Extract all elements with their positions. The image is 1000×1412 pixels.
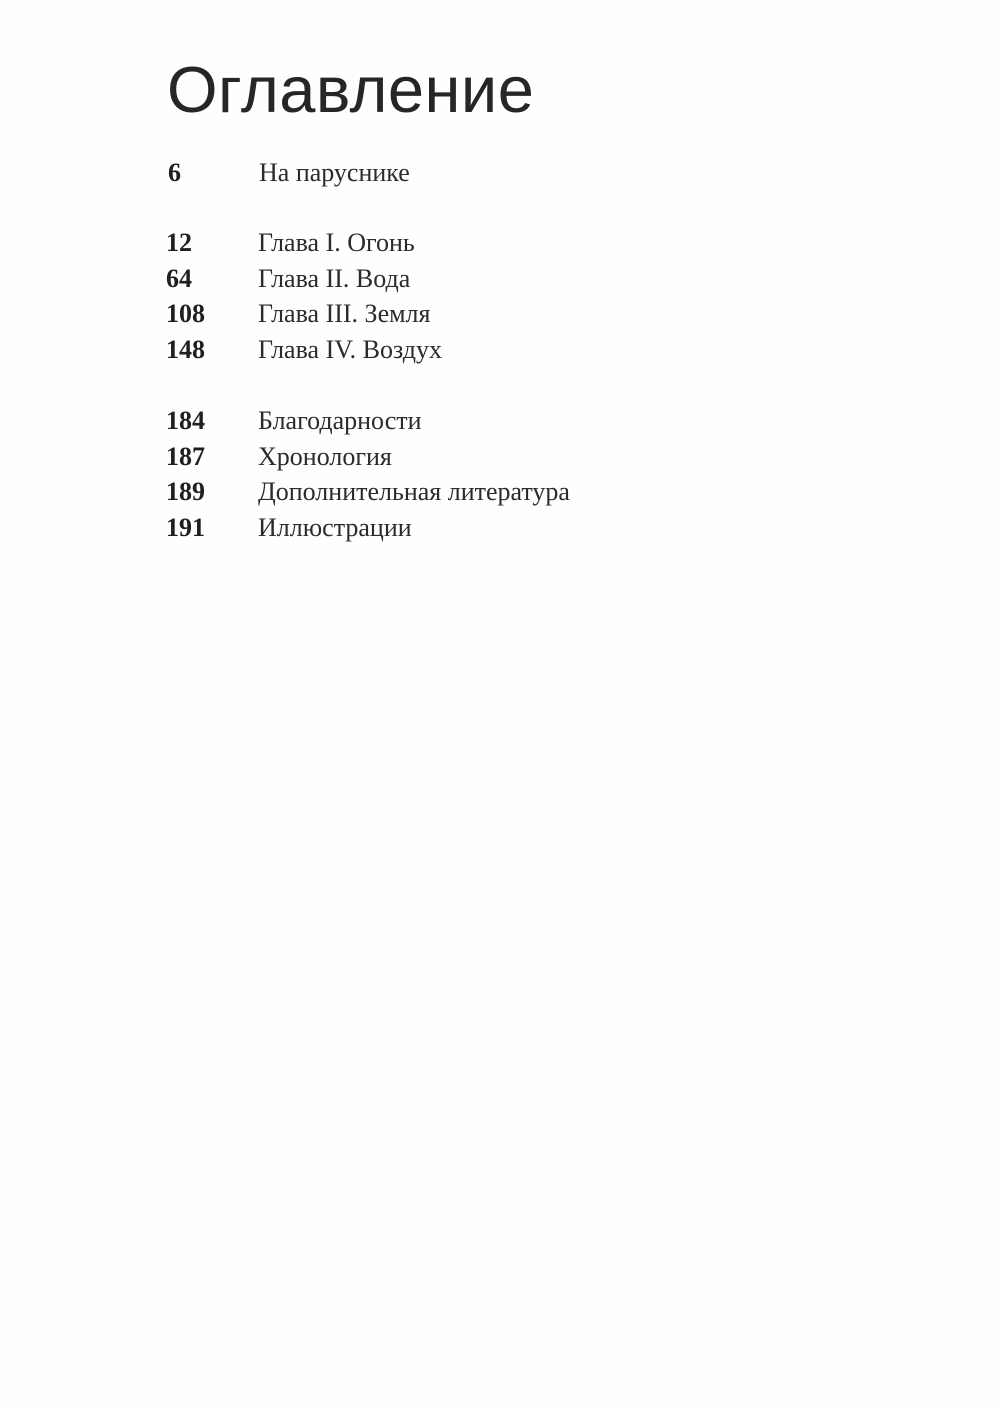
toc-page-number: 187	[166, 442, 205, 471]
toc-entry-title: Глава II. Вода	[258, 264, 411, 293]
toc-page-number: 184	[166, 406, 205, 435]
toc-entry-title: Глава III. Земля	[258, 299, 431, 328]
toc-entry-title: Иллюстрации	[258, 513, 412, 542]
toc-page-number: 6	[168, 158, 181, 187]
toc-page-number: 12	[166, 228, 192, 257]
toc-entry	[0, 474, 1000, 510]
toc-entry	[0, 439, 1000, 475]
toc-page-number: 108	[166, 299, 205, 328]
toc-entry-title: Благодарности	[258, 406, 422, 435]
toc-entry	[0, 225, 1000, 261]
toc-entry	[0, 261, 1000, 297]
toc-entry-title: Глава I. Огонь	[258, 228, 415, 257]
toc-entry	[0, 510, 1000, 546]
toc-entry	[0, 332, 1000, 368]
toc-entry-title: На паруснике	[259, 158, 410, 187]
toc-entry	[0, 296, 1000, 332]
toc-entry-title: Глава IV. Воздух	[258, 335, 443, 364]
toc-entry	[0, 155, 1000, 191]
toc-entry	[0, 403, 1000, 439]
page-title: Оглавление	[167, 53, 535, 126]
toc-entry-title: Хронология	[258, 442, 392, 471]
toc-entry-title: Дополнительная литература	[258, 477, 570, 506]
toc-page-number: 189	[166, 477, 205, 506]
toc-page-number: 148	[166, 335, 205, 364]
toc-page-number: 64	[166, 264, 192, 293]
toc-page-number: 191	[166, 513, 205, 542]
